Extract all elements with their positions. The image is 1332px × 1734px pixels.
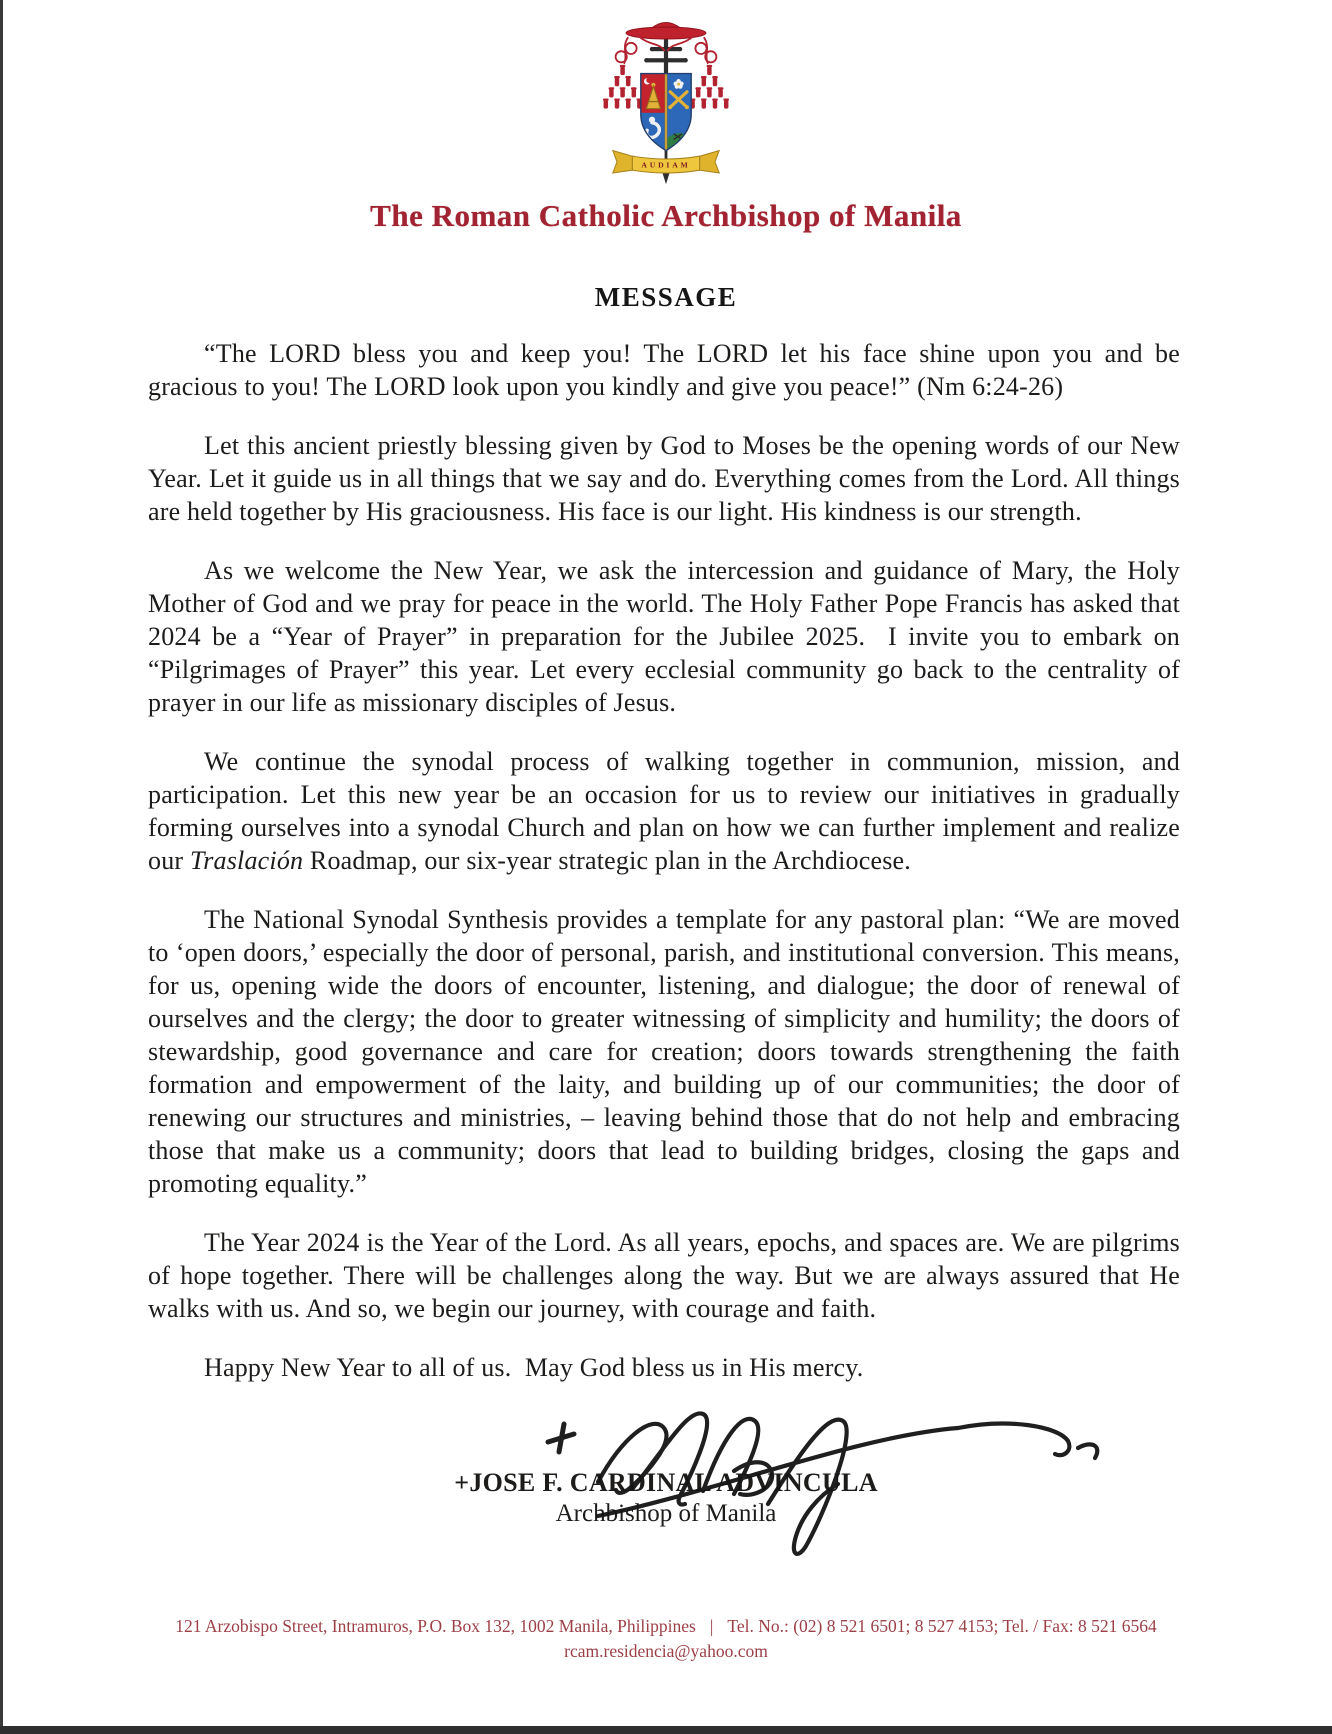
letter-paragraph xyxy=(148,554,1180,719)
letter-paragraph xyxy=(148,1351,1180,1384)
footer-contact-line xyxy=(0,1614,1332,1639)
paragraph-segment: As we welcome the New Year, we ask the intercession and guidance of Mary, the Holy Mother of God and we pray for peace in the world. The Holy Father Pope Francis has asked that 2024 be a “Year of Prayer” in preparation for the Jubilee 2025. I invite you to embark on “Pilgrimages of Prayer” this year. Let every ecclesial community go back to the centrality of prayer in our life as missionary disciples of Jesus. xyxy=(148,556,1180,717)
letter-body xyxy=(148,337,1180,1384)
signatory-title: Archbishop of Manila xyxy=(555,1500,777,1527)
letter-paragraph xyxy=(148,1226,1180,1325)
signatory-name: +JOSE F. CARDINAL ADVINCULA xyxy=(454,1468,878,1497)
paragraph-segment: Roadmap, our six-year strategic plan in the Archdiocese. xyxy=(303,846,911,875)
footer-separator: | xyxy=(709,1616,714,1636)
paragraph-segment: Traslación xyxy=(189,846,304,875)
motto-text: AUDIAM xyxy=(641,160,691,170)
paragraph-segment: “The LORD bless you and keep you! The LORD let his face shine upon you and be gracious to you! The LORD look upon you kindly and give you peace!” (Nm 6:24-26) xyxy=(148,339,1180,401)
letter-paragraph xyxy=(148,429,1180,528)
footer-email: rcam.residencia@yahoo.com xyxy=(564,1641,768,1661)
letter-paragraph xyxy=(148,337,1180,403)
organization-name: The Roman Catholic Archbishop of Manila xyxy=(370,198,962,233)
coat-of-arms-icon xyxy=(596,12,736,187)
paragraph-segment: The Year 2024 is the Year of the Lord. As all years, epochs, and spaces are. We are pilgrims of hope together. There will be challenges along the way. But we are always assured that He walks with us. And so, we begin our journey, with courage and faith. xyxy=(148,1228,1180,1323)
letter-footer xyxy=(0,1614,1332,1664)
letter-paragraph xyxy=(148,903,1180,1200)
paragraph-segment: We continue the synodal process of walking together in communion, mission, and participation. Let this new year be an occasion for us to review our initiatives in gradually forming ourselves into a synodal Church and plan on how we can further implement and realize our xyxy=(148,747,1180,875)
shield-icon xyxy=(641,72,691,153)
coat-of-arms xyxy=(596,12,736,187)
paragraph-segment: Happy New Year to all of us. May God bless us in His mercy. xyxy=(204,1353,864,1382)
document-title: MESSAGE xyxy=(594,282,738,312)
scan-bottom-border xyxy=(0,1726,1332,1734)
paragraph-segment: Let this ancient priestly blessing given by God to Moses be the opening words of our New Year. Let it guide us in all things that we say and do. Everything comes from the Lord. All things are held together by His graciousness. His face is our light. His kindness is our strength. xyxy=(148,431,1180,526)
footer-phones: Tel. No.: (02) 8 521 6501; 8 527 4153; Tel. / Fax: 8 521 6564 xyxy=(727,1616,1157,1636)
letterhead xyxy=(0,0,1332,234)
signature-block xyxy=(0,1410,1332,1575)
letter-paragraph xyxy=(148,745,1180,877)
footer-address: 121 Arzobispo Street, Intramuros, P.O. Box 132, 1002 Manila, Philippines xyxy=(175,1616,696,1636)
paragraph-segment: The National Synodal Synthesis provides a template for any pastoral plan: “We are moved to ‘open doors,’ especially the door of personal, parish, and institutional conversion. This means, for us, opening wide the doors of encounter, listening, and dialogue; the door of renewal of ourselves and the clergy; the door to greater witnessing of simplicity and humility; the doors of stewardship, good governance and care for creation; doors towards strengthening the faith formation and empowerment of the laity, and building up of our communities; the door of renewing our structures and ministries, – leaving behind those that do not help and embracing those that make us a community; doors that lead to building bridges, closing the gaps and promoting equality.” xyxy=(148,905,1180,1198)
